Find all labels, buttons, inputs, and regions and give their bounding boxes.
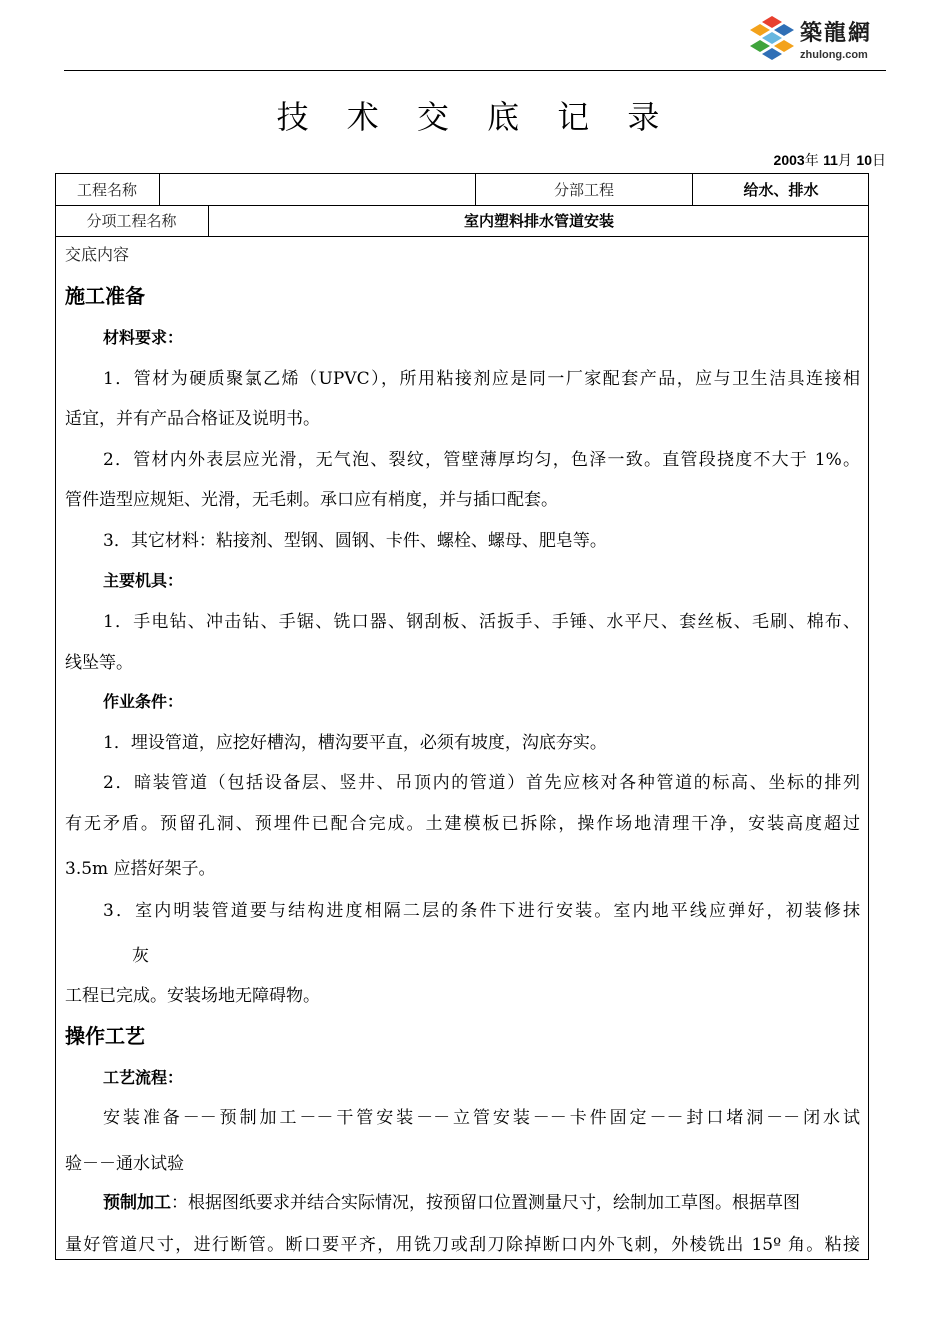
row2-bottom-line <box>55 236 869 237</box>
material-2-line-2: 管件造型应规矩、光滑，无毛刺。承口应有梢度，并与插口配套。 <box>65 490 558 510</box>
date-month: 11 <box>823 152 838 168</box>
condition-2-line-1: 2．暗装管道（包括设备层、竖井、吊顶内的管道）首先应核对各种管道的标高、坐标的排列 <box>103 773 860 793</box>
project-name-value <box>160 173 475 205</box>
section-title-preparation: 施工准备 <box>65 284 145 308</box>
logo-name: 築龍網 <box>800 21 873 46</box>
division-value: 给水、排水 <box>743 180 819 199</box>
material-1-line-1: 1．管材为硬质聚氯乙烯（UPVC），所用粘接剂应是同一厂家配套产品，应与卫生洁具连接相 <box>103 369 860 389</box>
date-day-suffix: 日 <box>872 153 886 169</box>
flow-line-1: 安装准备－－预制加工－－干管安装－－立管安装－－卡件固定－－封口堵洞－－闭水试 <box>103 1108 860 1128</box>
division-label: 分部工程 <box>553 180 614 199</box>
sub-item-value: 室内塑料排水管道安装 <box>463 212 614 230</box>
condition-2-line-2: 有无矛盾。预留孔洞、预埋件已配合完成。土建模板已拆除，操作场地清理干净，安装高度超过 <box>65 814 860 834</box>
prefab-label: 预制加工 <box>103 1193 171 1213</box>
condition-2-line-3: 3.5m 应搭好架子。 <box>65 859 216 879</box>
section-title-process: 操作工艺 <box>65 1024 145 1048</box>
conditions-heading: 作业条件： <box>103 692 184 711</box>
material-3-line-1: 3．其它材料：粘接剂、型钢、圆钢、卡件、螺栓、螺母、肥皂等。 <box>103 531 607 551</box>
tool-1-line-1: 1．手电钻、冲击钻、手锯、铣口器、钢刮板、活扳手、手锤、水平尺、套丝板、毛刷、棉布、 <box>103 612 860 632</box>
date-year-suffix: 年 <box>804 153 819 169</box>
condition-3-line-3: 工程已完成。安装场地无障碍物。 <box>65 986 320 1006</box>
flow-line-2: 验－－通水试验 <box>65 1154 184 1174</box>
prefab-line-2: 量好管道尺寸，进行断管。断口要平齐，用铣刀或刮刀除掉断口内外飞刺，外棱铣出 15º 角。粘接 <box>65 1235 860 1255</box>
material-1-line-2: 适宜，并有产品合格证及说明书。 <box>65 409 320 429</box>
logo-site: zhulong.com <box>800 49 868 61</box>
condition-3-line-2: 灰 <box>132 946 149 966</box>
materials-heading: 材料要求： <box>103 328 184 347</box>
material-2-line-1: 2．管材内外表层应光滑，无气泡、裂纹，管壁薄厚均匀，色泽一致。直管段挠度不大于 1%。 <box>103 450 860 470</box>
flow-heading: 工艺流程： <box>103 1068 184 1087</box>
sub-item-label: 分项工程名称 <box>86 212 177 230</box>
date-year: 2003 <box>773 152 805 168</box>
date-month-suffix: 月 <box>837 153 852 169</box>
cube-logo-icon <box>746 14 798 64</box>
header-rule <box>64 70 886 71</box>
content-label: 交底内容 <box>65 245 130 264</box>
prefab-text-1: ：根据图纸要求并结合实际情况，按预留口位置测量尺寸，绘制加工草图。根据草图 <box>171 1193 800 1213</box>
document-date <box>774 150 886 170</box>
condition-3-line-1: 3．室内明装管道要与结构进度相隔二层的条件下进行安装。室内地平线应弹好，初装修抹 <box>103 901 860 921</box>
condition-1-line-1: 1．埋设管道，应挖好槽沟，槽沟要平直，必须有坡度，沟底夯实。 <box>103 733 607 753</box>
tool-1-line-2: 线坠等。 <box>65 653 133 673</box>
document-title: 技 术 交 底 记 录 <box>276 98 674 136</box>
prefab-line-1 <box>103 1188 860 1213</box>
zhulong-logo <box>746 14 896 66</box>
date-day: 10 <box>856 152 872 168</box>
project-name-label: 工程名称 <box>76 180 137 199</box>
tools-heading: 主要机具： <box>103 571 184 590</box>
